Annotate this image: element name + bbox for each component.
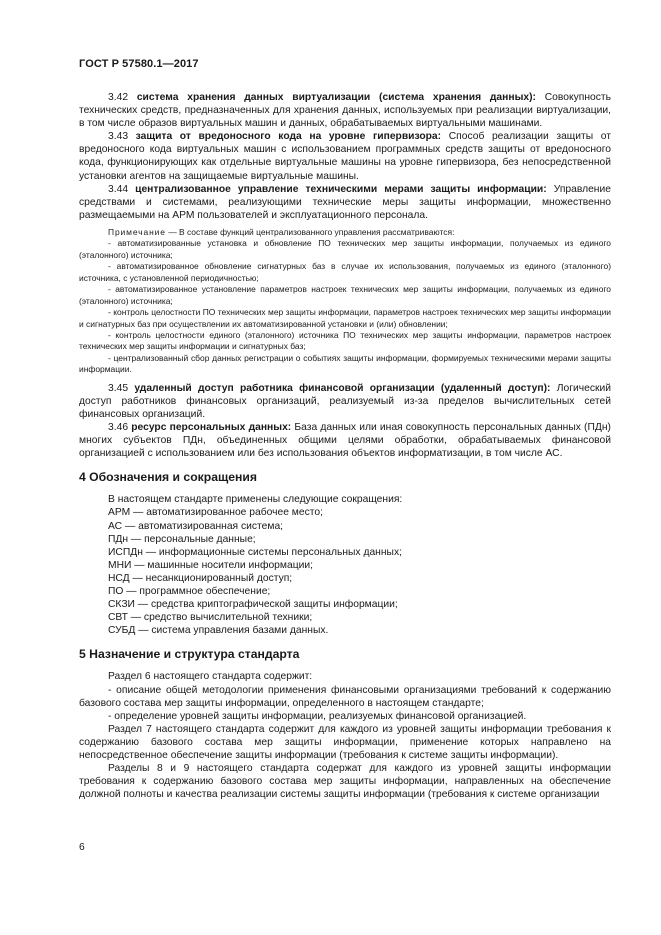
abbreviation-item: ПДн — персональные данные; bbox=[108, 533, 256, 545]
standard-header: ГОСТ Р 57580.1—2017 bbox=[79, 58, 199, 70]
note-item: - автоматизированные установка и обновление ПО технических мер защиты информации, получаемых из единого (эталонного) источника; bbox=[79, 238, 611, 260]
note-intro: Примечание — В составе функций централизованного управления рассматриваются: bbox=[108, 226, 455, 237]
note-item: - централизованный сбор данных регистрации о событиях защиты информации, формируемых техническими мерами защиты информации. bbox=[79, 352, 611, 375]
note-label: Примечание bbox=[108, 226, 166, 237]
abbreviation-item: СКЗИ — средства криптографической защиты информации; bbox=[108, 599, 398, 611]
page-number: 6 bbox=[79, 842, 85, 853]
abbreviations-list bbox=[79, 493, 611, 637]
note-item: - контроль целостности ПО технических мер защиты информации, параметров настроек технических мер защиты информации и сигнатурных баз при осуществлении их автоматизированной установки и (или) обновлении; bbox=[79, 307, 611, 329]
page-content bbox=[79, 91, 611, 801]
abbreviation-item: НСД — несанкционированный доступ; bbox=[108, 572, 293, 584]
section-5-paragraph: Раздел 7 настоящего стандарта содержит для каждого из уровней защиты информации требования к содержанию базового состава мер защиты информации, применение которых направлено на непосредственное обеспечение защиты информации (требования к системе защиты информации). bbox=[79, 723, 611, 761]
term-3-44: 3.44 централизованное управление техническими мерами защиты информации: Управление средствами и системами, реализующими технические меры защиты информации, множественно размещаемыми на АРМ пользователей и эксплуатационного персонала. bbox=[79, 183, 611, 221]
abbreviation-item: ИСПДн — информационные системы персональных данных; bbox=[108, 546, 402, 558]
section-5-paragraph: Раздел 6 настоящего стандарта содержит: bbox=[108, 671, 313, 683]
note-item: - контроль целостности единого (эталонного) источника ПО технических мер защиты информации, параметров настроек технических мер защиты информации и сигнатурных баз; bbox=[79, 330, 611, 352]
abbreviation-item: СВТ — средство вычислительной техники; bbox=[108, 612, 313, 624]
abbreviations-intro: В настоящем стандарте применены следующие сокращения: bbox=[108, 494, 403, 506]
section-5-heading: 5 Назначение и структура стандарта bbox=[79, 647, 300, 662]
abbreviation-item: ПО — программное обеспечение; bbox=[108, 586, 271, 598]
abbreviation-item: МНИ — машинные носители информации; bbox=[108, 559, 313, 571]
abbreviation-item: АС — автоматизированная система; bbox=[108, 520, 284, 532]
term-3-45: 3.45 удаленный доступ работника финансовой организации (удаленный доступ): Логический доступ работников финансовых организаций, реализуемый из-за пределов вычислительных сетей финансовых организаций. bbox=[79, 382, 611, 421]
term-3-43: 3.43 защита от вредоносного кода на уровне гипервизора: Способ реализации защиты от вредоносного кода виртуальных машин с использованием программных средств защиты от вредоносного кода, функционирующих как отдельные виртуальные машины на уровне гипервизора, без непосредственной установки агентов на защищаемые виртуальные машины. bbox=[79, 131, 611, 182]
abbreviation-item: СУБД — система управления базами данных. bbox=[108, 625, 329, 637]
section-5-paragraph: Разделы 8 и 9 настоящего стандарта содержат для каждого из уровней защиты информации требования к содержанию базового состава мер защиты информации, направленных на обеспечение должной полноты и качества реализации системы защиты информации (требования к системе организации bbox=[79, 763, 611, 801]
note-item: - автоматизированное обновление сигнатурных баз в случае их использования, получаемых из единого (эталонного) источника, с установленной периодичностью; bbox=[79, 261, 611, 283]
note-block bbox=[79, 227, 611, 376]
term-3-42: 3.42 система хранения данных виртуализации (система хранения данных): Совокупность технических средств, предназначенных для хранения данных, используемых при реализации виртуализации, в том числе образов виртуальных машин и данных, обрабатываемых виртуальными машинами. bbox=[79, 92, 611, 130]
section-5-paragraph: - определение уровней защиты информации, реализуемых финансовой организацией. bbox=[108, 710, 527, 722]
note-item: - автоматизированное установление параметров настроек технических мер защиты информации, получаемых из единого (эталонного) источника; bbox=[79, 284, 611, 306]
abbreviation-item: АРМ — автоматизированное рабочее место; bbox=[108, 507, 323, 519]
section-5-paragraph: - описание общей методологии применения финансовыми организациями требований к содержанию базового состава мер защиты информации, определенного в настоящем стандарте; bbox=[79, 684, 611, 709]
section-4-heading: 4 Обозначения и сокращения bbox=[79, 470, 258, 485]
term-3-46: 3.46 ресурс персональных данных: База данных или иная совокупность персональных данных (ПДн) многих субъектов ПДн, объединенных общими целями обработки, обрабатываемых финансовой организацией с использованием или без использования объектов информатизации, в том числе АС. bbox=[79, 422, 611, 460]
